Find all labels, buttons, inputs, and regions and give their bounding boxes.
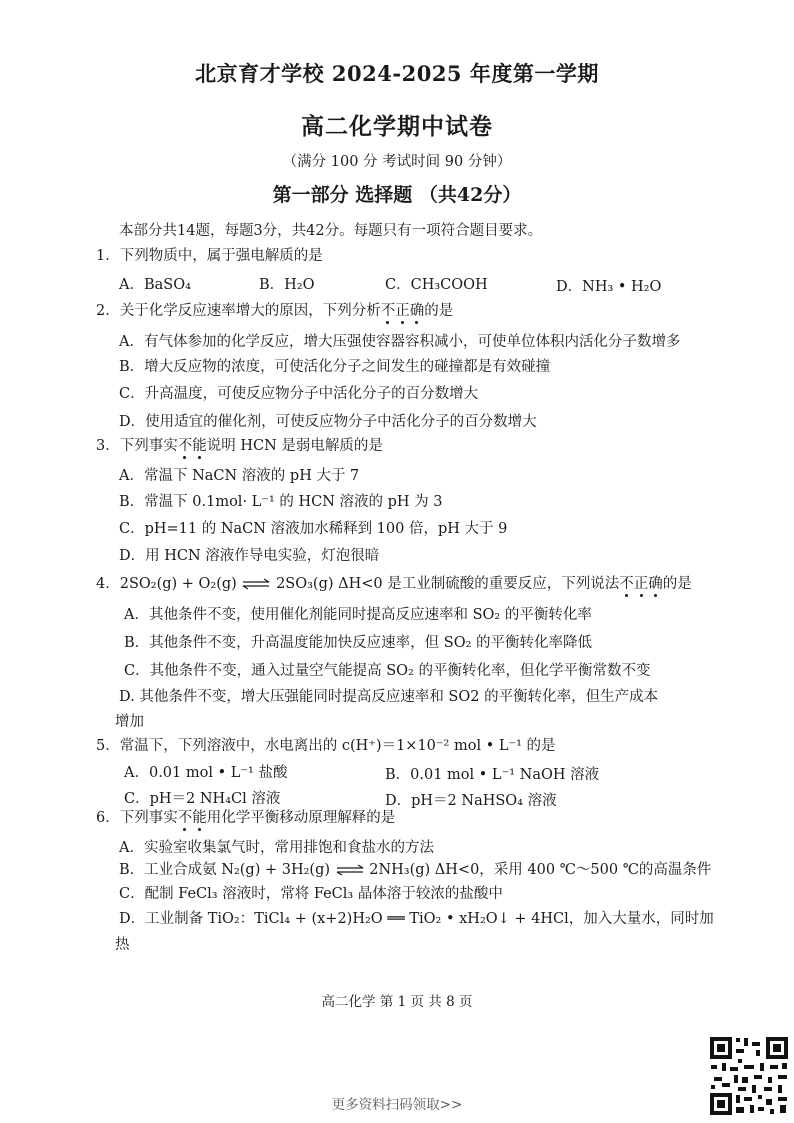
q4-stem-left: 4．2SO₂(g) + O₂(g): [96, 576, 237, 592]
q2-stem-post: 的是: [424, 303, 454, 319]
q1-option-b: B．H₂O: [259, 277, 315, 293]
q3-option-a: A．常温下 NaCN 溶液的 pH 大于 7: [119, 468, 360, 484]
q2-stem: [96, 299, 453, 320]
q3-stem-post: 说明 HCN 是弱电解质的是: [206, 438, 383, 454]
q3-stem: [96, 434, 383, 455]
equilibrium-arrow-icon: [335, 864, 365, 876]
q1-option-c: C．CH₃COOH: [385, 277, 488, 293]
q2-option-c: C．升高温度，可使反应物分子中活化分子的百分数增大: [119, 386, 479, 402]
instructions: 本部分共14题，每题3分，共42分。每题只有一项符合题目要求。: [119, 223, 543, 239]
q4-stem-right: 2SO₃(g) ΔH<0 是工业制硫酸的重要反应，下列说法: [276, 576, 620, 592]
q6-stem-pre: 6．下列事实: [96, 810, 178, 826]
equilibrium-arrow-icon: [241, 578, 271, 590]
section-title: 第一部分 选择题 （共42分）: [272, 184, 522, 206]
q2-option-a: A．有气体参加的化学反应，增大压强使容器容积减小，可使单位体积内活化分子数增多: [119, 334, 681, 350]
q6-option-d-line1: D．工业制备 TiO₂：TiCl₄ + (x+2)H₂O ══ TiO₂ • xH₂O↓ + 4HCl，加入大量水，同时加: [119, 911, 714, 927]
q3-option-c: C．pH=11 的 NaCN 溶液加水稀释到 100 倍，pH 大于 9: [119, 521, 508, 537]
q6-option-c: C．配制 FeCl₃ 溶液时，常将 FeCl₃ 晶体溶于较浓的盐酸中: [119, 886, 503, 902]
q3-option-b: B．常温下 0.1mol· L⁻¹ 的 HCN 溶液的 pH 为 3: [119, 494, 443, 510]
q2-stem-emphasis: 不正确: [380, 303, 425, 319]
q1-stem: 1．下列物质中，属于强电解质的是: [96, 248, 323, 264]
q4-option-c: C．其他条件不变，通入过量空气能提高 SO₂ 的平衡转化率，但化学平衡常数不变: [124, 663, 651, 679]
q3-option-d: D．用 HCN 溶液作导电实验，灯泡很暗: [119, 548, 380, 564]
exam-title: 高二化学期中试卷: [301, 113, 493, 140]
q3-stem-emphasis: 不能: [177, 438, 207, 454]
page-number: 高二化学 第 1 页 共 8 页: [321, 994, 473, 1010]
q6-stem: [96, 806, 395, 827]
q5-option-b: B．0.01 mol • L⁻¹ NaOH 溶液: [385, 767, 600, 783]
q6-option-a: A．实验室收集氯气时，常用排饱和食盐水的方法: [119, 840, 434, 856]
q5-option-d: D．pH＝2 NaHSO₄ 溶液: [385, 793, 557, 809]
q6-option-b: [119, 858, 711, 879]
q2-option-d: D．使用适宜的催化剂，可使反应物分子中活化分子的百分数增大: [119, 414, 537, 430]
q3-stem-pre: 3．下列事实: [96, 438, 178, 454]
q6-option-b-right: 2NH₃(g) ΔH<0，采用 400 ℃～500 ℃的高温条件: [369, 862, 712, 878]
q2-option-b: B．增大反应物的浓度，可使活化分子之间发生的碰撞都是有效碰撞: [119, 359, 551, 375]
q2-stem-pre: 2．关于化学反应速率增大的原因，下列分析: [96, 303, 381, 319]
q4-option-b: B．其他条件不变，升高温度能加快反应速率，但 SO₂ 的平衡转化率降低: [124, 635, 593, 651]
q6-stem-post: 用化学平衡移动原理解释的是: [206, 810, 396, 826]
more-resources-link[interactable]: 更多资料扫码领取>>: [331, 1097, 463, 1113]
q6-option-d-line2: 热: [115, 937, 130, 953]
q1-option-d: D．NH₃ • H₂O: [556, 279, 662, 295]
exam-info: （满分 100 分 考试时间 90 分钟）: [282, 154, 512, 170]
q1-option-a: A．BaSO₄: [119, 277, 191, 293]
q6-stem-emphasis: 不能: [177, 810, 207, 826]
q4-stem-emphasis: 不正确: [619, 576, 663, 592]
q4-option-d-line1: D. 其他条件不变，增大压强能同时提高反应速率和 SO2 的平衡转化率，但生产成本: [119, 689, 659, 705]
school-term-title: 北京育才学校 2024-2025 年度第一学期: [195, 61, 599, 86]
q5-stem: 5．常温下，下列溶液中，水电离出的 c(H⁺)＝1×10⁻² mol • L⁻¹ 的是: [96, 738, 556, 754]
q5-option-c: C．pH＝2 NH₄Cl 溶液: [124, 791, 281, 807]
q6-option-b-left: B．工业合成氨 N₂(g) + 3H₂(g): [119, 862, 331, 878]
qr-code-icon[interactable]: [708, 1035, 790, 1117]
q4-option-a: A．其他条件不变，使用催化剂能同时提高反应速率和 SO₂ 的平衡转化率: [124, 607, 592, 623]
q5-option-a: A．0.01 mol • L⁻¹ 盐酸: [124, 765, 288, 781]
q4-stem-post: 的是: [662, 576, 692, 592]
q4-option-d-line2: 增加: [115, 714, 144, 730]
q4-stem: [96, 572, 692, 593]
